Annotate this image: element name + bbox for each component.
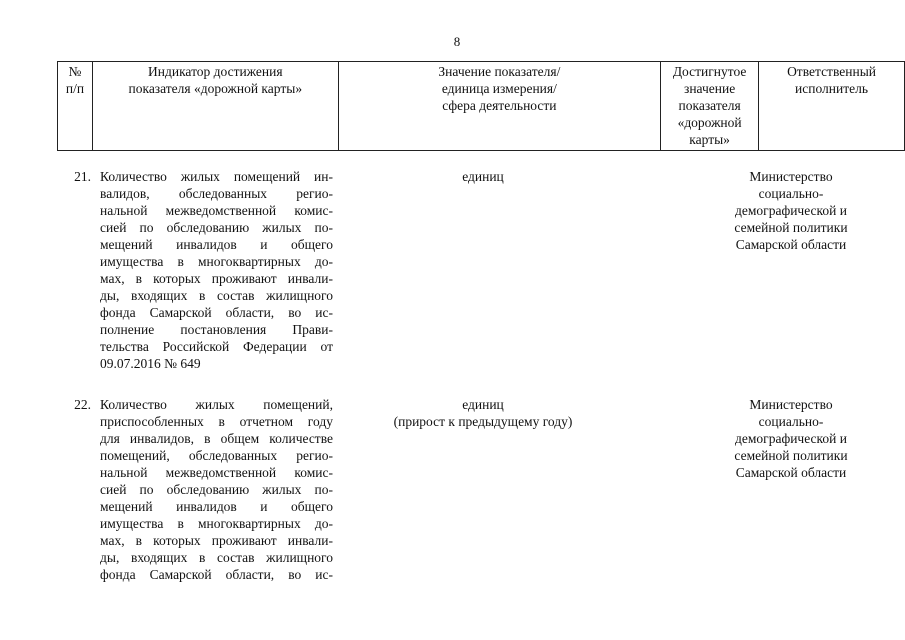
header-value: Значение показателя/ единица измерения/ сфера деятельности (338, 62, 661, 151)
table-header (57, 61, 905, 151)
row-executor: Министерство социально- демографической и семейной политики Самарской области (734, 397, 848, 480)
header-achieved: Достигнутое значение показателя «дорожной карты» (661, 62, 759, 151)
row-value: единиц (462, 169, 504, 184)
header-executor: Ответственный исполнитель (759, 62, 905, 151)
row-value: единиц (прирост к предыдущему году) (393, 397, 573, 429)
row-number: 22. (74, 397, 91, 412)
header-indicator: Индикатор достижения показателя «дорожной карты» (92, 62, 338, 151)
row-indicator: Количество жилых помещений ин- валидов, обследованных регио- нальной межведомственной комис- сией по обследованию жилых по- мещений инвалидов и общего имущества в многоквартирных до- мах, в которых проживают инвали- ды, входящих в состав жилищного фонда Самарской области, во ис- полнение постановления Прави- тельства Российской Федерации от 09.07.2016 № 649 (100, 169, 333, 371)
page-number: 8 (453, 34, 461, 49)
row-executor: Министерство социально- демографической и семейной политики Самарской области (734, 169, 848, 252)
row-indicator: Количество жилых помещений, приспособленных в отчетном году для инвалидов, в общем количестве помещений, обследованных регио- нальной межведомственной комис- сией по обследованию жилых по- мещений инвалидов и общего имущества в многоквартирных до- мах, в которых проживают инвали- ды, входящих в состав жилищного фонда Самарской области, во ис- (100, 397, 333, 582)
row-number: 21. (74, 169, 91, 184)
header-number: № п/п (58, 62, 93, 151)
